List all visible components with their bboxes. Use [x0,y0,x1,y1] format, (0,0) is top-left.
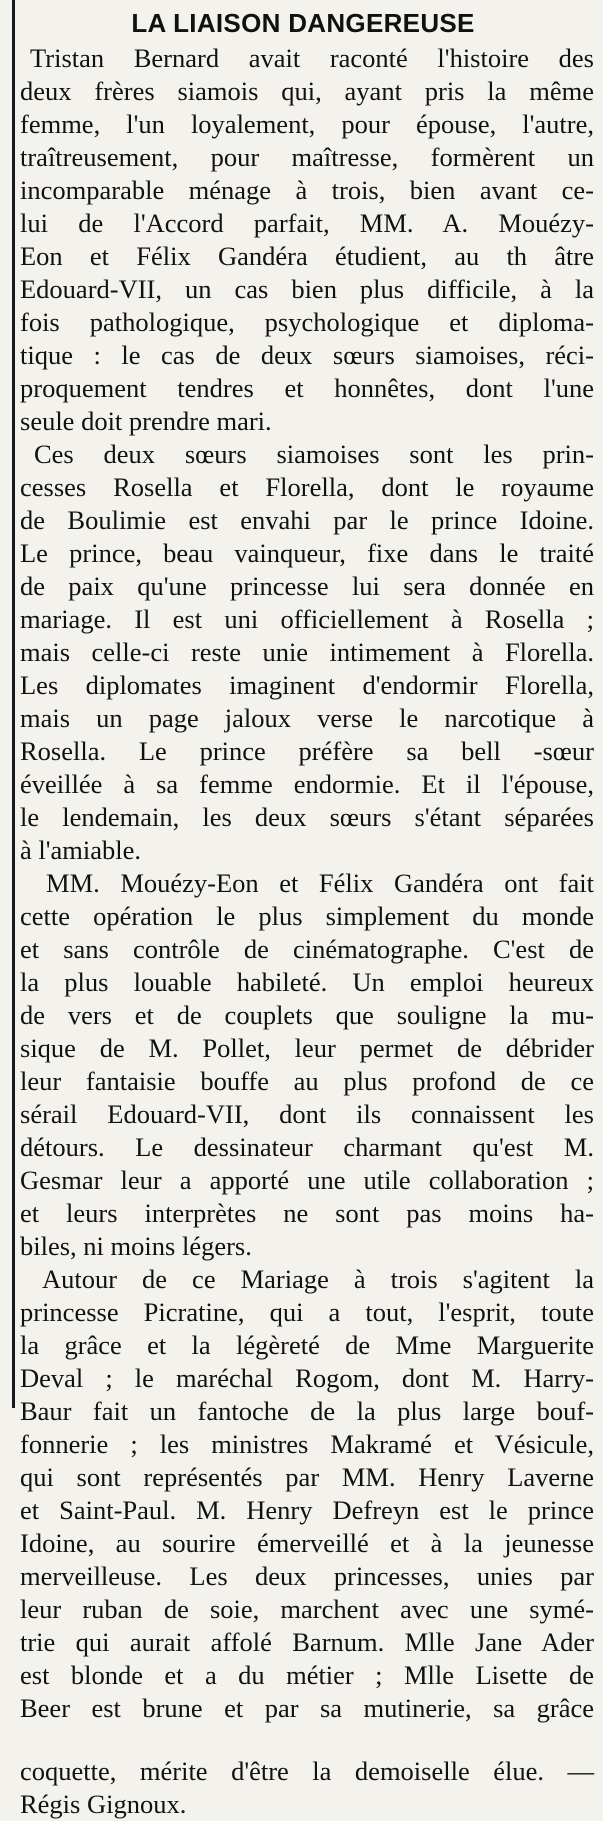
text-line: à l'amiable. [20,835,142,865]
text-line: coquette, mérite d'être la demoiselle élue. — [20,1756,594,1786]
text-line: biles, ni moins légers. [20,1231,252,1261]
text-line: femme, l'un loyalement, pour épouse, l'autre, [20,109,594,139]
text-line: mariage. Il est uni officiellement à Rosella ; [20,604,594,634]
article-body [20,42,594,1821]
text-line: Eon et Félix Gandéra étudient, au th âtre [20,241,594,271]
text-line: détours. Le dessinateur charmant qu'est M. [20,1132,594,1162]
text-line: leur fantaisie bouffe au plus profond de ce [20,1066,594,1096]
signature-line: Régis Gignoux. [20,1789,187,1819]
text-line: sérail Edouard-VII, dont ils connaissent les [20,1099,594,1129]
text-line: mais celle-ci reste unie intimement à Florella. [20,637,594,667]
text-line: de Boulimie est envahi par le prince Idoine. [20,505,594,535]
text-line: qui sont représentés par MM. Henry Laverne [20,1462,594,1492]
text-line: MM. Mouézy-Eon et Félix Gandéra ont fait [46,868,594,898]
text-line: cesses Rosella et Florella, dont le royaume [20,472,594,502]
text-line: Idoine, au sourire émerveillé et à la jeunesse [20,1528,594,1558]
text-line: et leurs interprètes ne sont pas moins ha- [20,1198,594,1228]
text-line: Les diplomates imaginent d'endormir Florella, [20,670,594,700]
text-line: trie qui aurait affolé Barnum. Mlle Jane Ader [20,1627,594,1657]
text-line: Deval ; le maréchal Rogom, dont M. Harry- [20,1363,594,1393]
text-line: de vers et de couplets que souligne la mu- [20,1000,594,1030]
text-line: princesse Picratine, qui a tout, l'esprit, toute [20,1297,594,1327]
text-line: merveilleuse. Les deux princesses, unies par [20,1561,594,1591]
text-line: éveillée à sa femme endormie. Et il l'épouse, [20,769,594,799]
text-line: fois pathologique, psychologique et diploma- [20,307,594,337]
text-line: deux frères siamois qui, ayant pris la même [20,76,594,106]
text-line: de paix qu'une princesse lui sera donnée en [20,571,594,601]
column-break-gap [20,1725,594,1755]
text-line: et sans contrôle de cinématographe. C'est de [20,934,594,964]
text-line: tique : le cas de deux sœurs siamoises, réci- [20,340,594,370]
text-line: seule doit prendre mari. [20,406,272,436]
article-column [12,0,594,1819]
text-line: Beer est brune et par sa mutinerie, sa grâce [20,1693,594,1723]
text-line: Ces deux sœurs siamoises sont les prin- [34,439,594,469]
text-line: incomparable ménage à trois, bien avant ce- [20,175,594,205]
text-line: Baur fait un fantoche de la plus large bouf- [20,1396,594,1426]
text-line: mais un page jaloux verse le narcotique à [20,703,594,733]
text-line: la plus louable habileté. Un emploi heureux [20,967,594,997]
text-line: est blonde et a du métier ; Mlle Lisette de [20,1660,594,1690]
text-line: Gesmar leur a apporté une utile collaboration ; [20,1165,594,1195]
text-line: la grâce et la légèreté de Mme Marguerite [20,1330,594,1360]
text-line: cette opération le plus simplement du monde [20,901,594,931]
text-line: sique de M. Pollet, leur permet de débrider [20,1033,594,1063]
text-line: proquement tendres et honnêtes, dont l'une [20,373,594,403]
text-line: et Saint-Paul. M. Henry Defreyn est le prince [20,1495,594,1525]
text-line: le lendemain, les deux sœurs s'étant séparées [20,802,594,832]
text-line: Tristan Bernard avait raconté l'histoire des [30,43,594,73]
article-title: LA LIAISON DANGEREUSE [131,8,475,38]
text-line: leur ruban de soie, marchent avec une symé- [20,1594,594,1624]
text-line: Le prince, beau vainqueur, fixe dans le traité [20,538,594,568]
text-line: traîtreusement, pour maîtresse, formèrent un [20,142,594,172]
text-line: Rosella. Le prince préfère sa bell -sœur [20,736,594,766]
text-line: lui de l'Accord parfait, MM. A. Mouézy- [20,208,594,238]
text-line: Autour de ce Mariage à trois s'agitent la [42,1264,594,1294]
text-line: Edouard-VII, un cas bien plus difficile, à la [20,274,594,304]
text-line: fonnerie ; les ministres Makramé et Vésicule, [20,1429,594,1459]
